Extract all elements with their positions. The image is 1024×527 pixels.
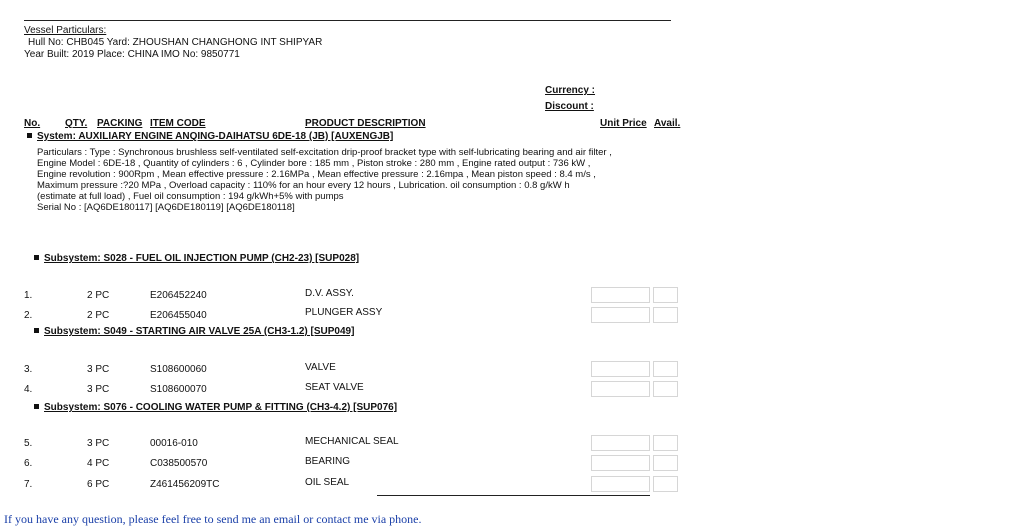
- item-code: Z461456209TC: [150, 479, 220, 490]
- vessel-hull-line: Hull No: CHB045 Yard: ZHOUSHAN CHANGHONG INT SHIPYAR: [28, 37, 323, 48]
- item-code: E206452240: [150, 290, 207, 301]
- top-rule: [24, 20, 671, 21]
- item-desc: OIL SEAL: [305, 477, 350, 488]
- bottom-rule: [377, 495, 650, 496]
- item-desc: SEAT VALVE: [305, 382, 364, 393]
- vessel-heading: Vessel Particulars:: [24, 25, 107, 36]
- item-code: S108600060: [150, 364, 207, 375]
- footer-contact-note: If you have any question, please feel free to send me an email or contact me via phone.: [4, 512, 422, 526]
- col-unit-price: Unit Price: [600, 118, 647, 129]
- item-qty: 2 PC: [87, 290, 110, 301]
- avail-input[interactable]: [653, 476, 678, 492]
- particulars-line: Serial No : [AQ6DE180117] [AQ6DE180119] [AQ6DE180118]: [37, 202, 295, 213]
- unit-price-input[interactable]: [591, 361, 650, 377]
- item-no: 4.: [24, 384, 33, 395]
- item-desc: PLUNGER ASSY: [305, 307, 383, 318]
- item-qty: 3 PC: [87, 438, 110, 449]
- subsystem-title: [34, 253, 359, 265]
- item-desc: D.V. ASSY.: [305, 288, 354, 299]
- currency-label: Currency :: [545, 85, 596, 96]
- avail-input[interactable]: [653, 307, 678, 323]
- item-qty: 2 PC: [87, 310, 110, 321]
- unit-price-input[interactable]: [591, 307, 650, 323]
- unit-price-input[interactable]: [591, 476, 650, 492]
- col-no: No.: [24, 118, 41, 129]
- item-desc: BEARING: [305, 456, 351, 467]
- unit-price-input[interactable]: [591, 287, 650, 303]
- item-no: 1.: [24, 290, 33, 301]
- particulars-line: Maximum pressure :?20 MPa , Overload capacity : 110% for an hour every 12 hours , Lubrication. oil consumption : 0.8 g/kW h: [37, 180, 570, 191]
- item-no: 2.: [24, 310, 33, 321]
- subsystem-title-text: Subsystem: S028 - FUEL OIL INJECTION PUMP (CH2-23) [SUP028]: [44, 253, 360, 264]
- system-particulars: [37, 147, 677, 213]
- particulars-line: Particulars : Type : Synchronous brushless self-ventilated self-excitation drip-proof bracket type with self-lubricating bearing and air filter ,: [37, 147, 612, 158]
- item-qty: 3 PC: [87, 384, 110, 395]
- item-no: 6.: [24, 458, 33, 469]
- subsystem-title-text: Subsystem: S076 - COOLING WATER PUMP & FITTING (CH3-4.2) [SUP076]: [44, 402, 398, 413]
- discount-label: Discount :: [545, 101, 594, 112]
- avail-input[interactable]: [653, 361, 678, 377]
- col-item-code: ITEM CODE: [150, 118, 206, 129]
- item-code: C038500570: [150, 458, 208, 469]
- subsystem-title: [34, 402, 397, 414]
- item-code: E206455040: [150, 310, 207, 321]
- item-no: 7.: [24, 479, 33, 490]
- item-desc: VALVE: [305, 362, 336, 373]
- bullet-icon: [34, 404, 39, 409]
- col-packing: PACKING: [97, 118, 143, 129]
- particulars-line: (estimate at full load) , Fuel oil consumption : 194 g/kWh+5% with pumps: [37, 191, 344, 202]
- item-qty: 4 PC: [87, 458, 110, 469]
- subsystem-title: [34, 326, 354, 338]
- avail-input[interactable]: [653, 455, 678, 471]
- unit-price-input[interactable]: [591, 455, 650, 471]
- bullet-icon: [27, 133, 32, 138]
- col-description: PRODUCT DESCRIPTION: [305, 118, 426, 129]
- avail-input[interactable]: [653, 435, 678, 451]
- particulars-line: Engine revolution : 900Rpm , Mean effective pressure : 2.16MPa , Mean effective pressure : 2.16mpa , Mean piston speed : 8.4 m/s ,: [37, 169, 596, 180]
- item-qty: 3 PC: [87, 364, 110, 375]
- system-title-text: System: AUXILIARY ENGINE ANQING-DAIHATSU 6DE-18 (JB) [AUXENGJB]: [37, 131, 394, 142]
- item-qty: 6 PC: [87, 479, 110, 490]
- subsystem-title-text: Subsystem: S049 - STARTING AIR VALVE 25A (CH3-1.2) [SUP049]: [44, 326, 355, 337]
- system-title: [27, 131, 393, 143]
- item-code: S108600070: [150, 384, 207, 395]
- particulars-line: Engine Model : 6DE-18 , Quantity of cylinders : 6 , Cylinder bore : 185 mm , Piston stroke : 280 mm , Engine rated output : 736 kW ,: [37, 158, 591, 169]
- item-desc: MECHANICAL SEAL: [305, 436, 399, 447]
- unit-price-input[interactable]: [591, 381, 650, 397]
- bullet-icon: [34, 255, 39, 260]
- bullet-icon: [34, 328, 39, 333]
- avail-input[interactable]: [653, 381, 678, 397]
- item-no: 3.: [24, 364, 33, 375]
- avail-input[interactable]: [653, 287, 678, 303]
- item-code: 00016-010: [150, 438, 198, 449]
- vessel-year-line: Year Built: 2019 Place: CHINA IMO No: 9850771: [24, 49, 240, 60]
- item-no: 5.: [24, 438, 33, 449]
- col-avail: Avail.: [654, 118, 681, 129]
- unit-price-input[interactable]: [591, 435, 650, 451]
- col-qty: QTY.: [65, 118, 88, 129]
